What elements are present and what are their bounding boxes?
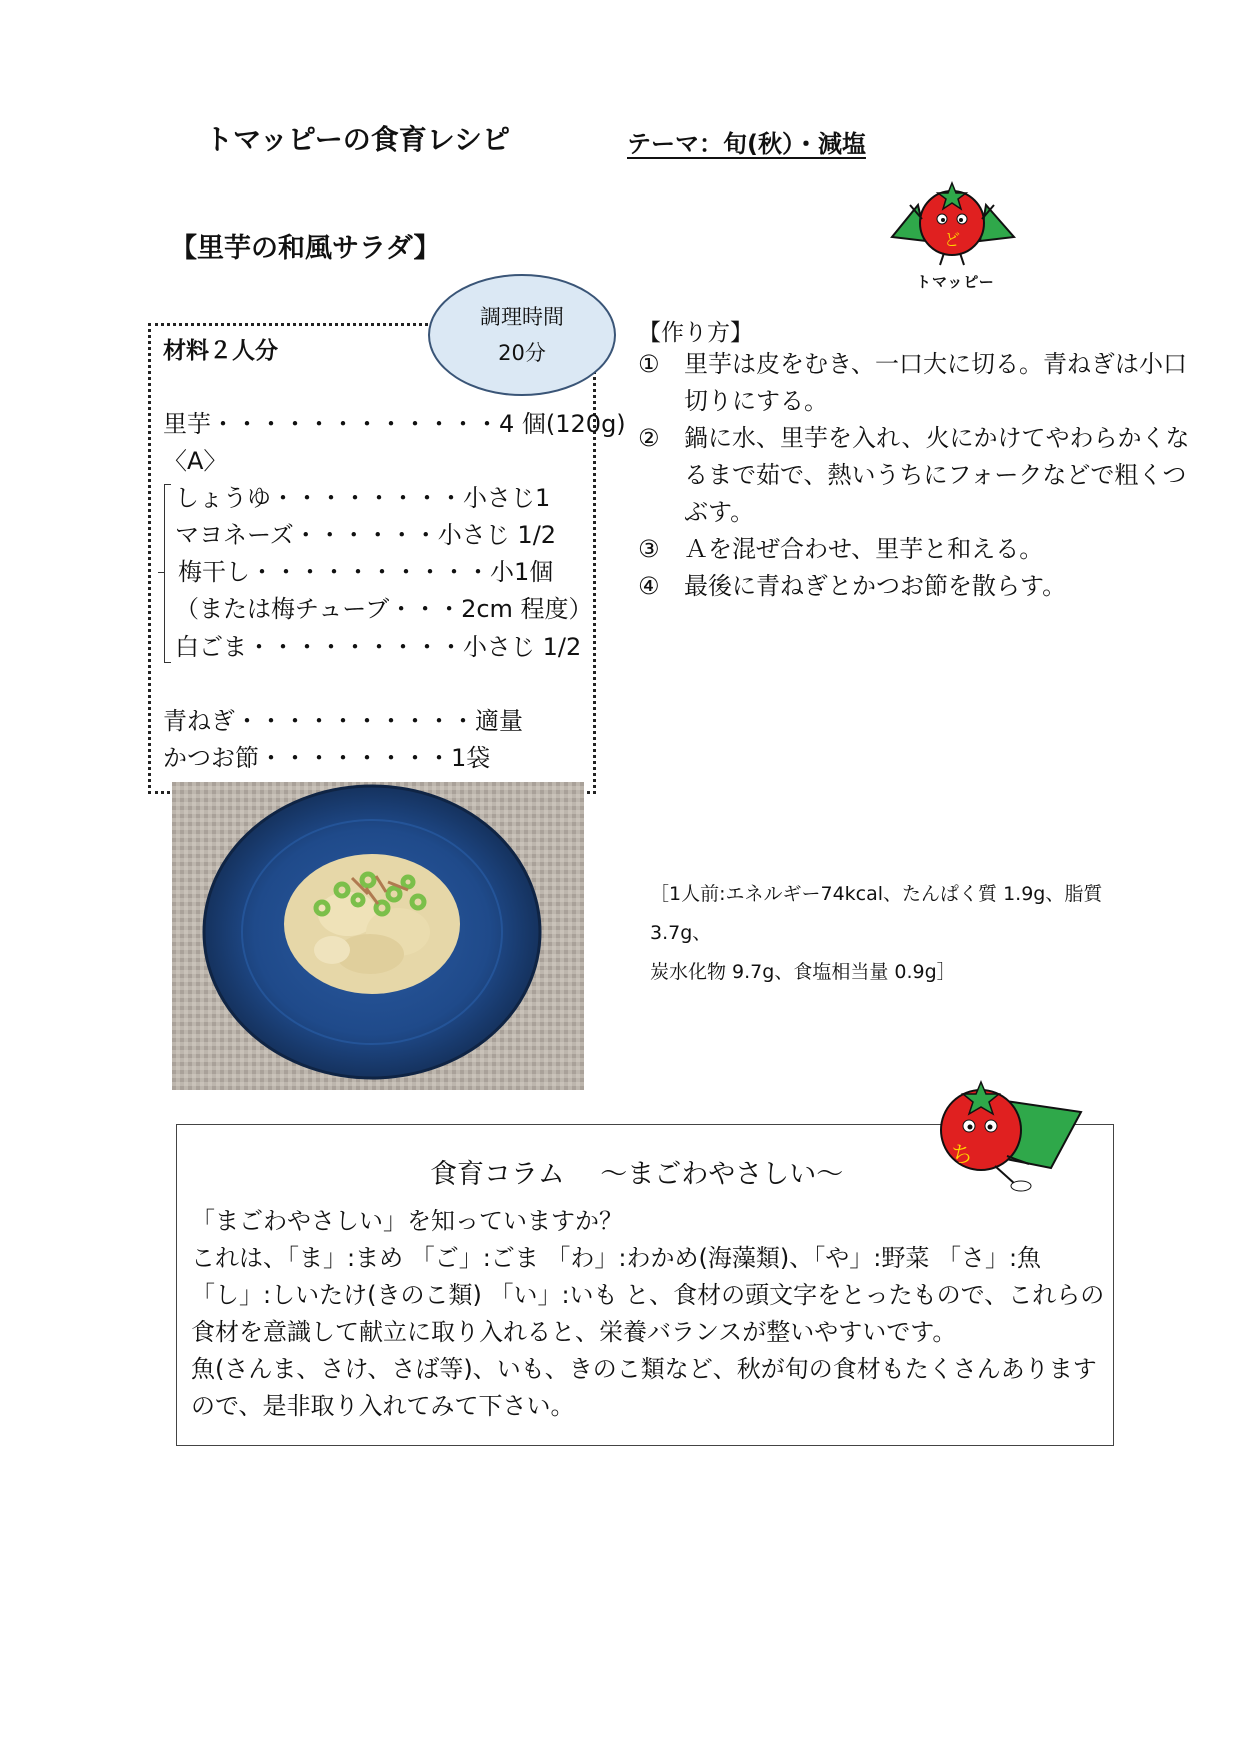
tomappy-flying-mascot bbox=[925, 1072, 1085, 1202]
method-title: 【作り方】 bbox=[638, 320, 753, 346]
page-title: トマッピーの食育レシピ bbox=[205, 123, 511, 156]
theme-label: テーマ：旬(秋）・減塩 bbox=[627, 130, 866, 158]
recipe-title: 【里芋の和風サラダ】 bbox=[170, 233, 441, 264]
ingredient-line: マヨネーズ・・・・・・小さじ 1/2 bbox=[175, 521, 557, 549]
step-number: ① bbox=[638, 350, 660, 378]
tomappy-logo bbox=[888, 175, 1018, 297]
step-text: 里芋は皮をむき、一口大に切る。青ねぎは小口切りにする。 bbox=[684, 350, 1188, 415]
nutrition-line: ［1人前:エネルギー74kcal、たんぱく質 1.9g、脂質 3.7g、 bbox=[650, 883, 1103, 944]
method-step bbox=[638, 346, 1194, 420]
cook-time-oval bbox=[428, 274, 616, 396]
column-title: 食育コラム ～まごわやさしい～ bbox=[430, 1159, 844, 1190]
group-bracket-tick bbox=[158, 572, 164, 573]
nutrition-line: 炭水化物 9.7g、食塩相当量 0.9g］ bbox=[650, 961, 956, 983]
ingredient-group-label: 〈A〉 bbox=[163, 447, 228, 475]
cook-time-label: 調理時間 bbox=[480, 305, 564, 329]
ingredient-line: かつお節・・・・・・・・1袋 bbox=[163, 744, 491, 772]
step-text: 最後に青ねぎとかつお節を散らす。 bbox=[684, 572, 1067, 600]
method-step bbox=[638, 420, 1194, 531]
step-number: ② bbox=[638, 424, 660, 452]
step-number: ③ bbox=[638, 535, 660, 563]
ingredient-line: 青ねぎ・・・・・・・・・・適量 bbox=[163, 707, 523, 735]
logo-text: トマッピー bbox=[916, 273, 995, 291]
ingredient-line: 白ごま・・・・・・・・・小さじ 1/2 bbox=[175, 633, 582, 661]
method-step bbox=[638, 531, 1194, 568]
svg-text:ど: ど bbox=[943, 230, 961, 249]
nutrition-info bbox=[650, 875, 1150, 992]
column-paragraph: 魚(さんま、さけ、さば等)、いも、きのこ類など、秋が旬の食材もたくさんありますので、是非取り入れてみて下さい。 bbox=[191, 1355, 1097, 1420]
column-paragraph: 「まごわやさしい」を知っていますか？ bbox=[191, 1207, 623, 1235]
step-text: Ａを混ぜ合わせ、里芋と和える。 bbox=[684, 535, 1044, 563]
column-paragraph: これは、「ま」:まめ 「ご」:ごま 「わ」:わかめ(海藻類)、「や」:野菜 「さ」:魚 「し」:しいたけ(きのこ類) 「い」:いも と、食材の頭文字をとったもので、これらの食材を意識して献立に取り入れると、栄養バランスが整いやすいです。 bbox=[191, 1244, 1105, 1346]
step-number: ④ bbox=[638, 572, 660, 600]
ingredient-line: （または梅チューブ・・・2cm 程度） bbox=[175, 595, 593, 623]
mascot-mark: ち bbox=[951, 1143, 974, 1168]
method-step bbox=[638, 568, 1194, 605]
dish-photo bbox=[172, 782, 584, 1090]
servings-label: 材料２人分 bbox=[163, 338, 278, 364]
cook-time-value: 20分 bbox=[498, 341, 546, 365]
step-text: 鍋に水、里芋を入れ、火にかけてやわらかくなるまで茹で、熱いうちにフォークなどで粗くつぶす。 bbox=[684, 424, 1190, 526]
group-bracket bbox=[164, 484, 171, 663]
ingredient-line: 梅干し・・・・・・・・・・小1個 bbox=[178, 558, 554, 586]
column-body bbox=[191, 1203, 1106, 1425]
ingredient-line: 里芋・・・・・・・・・・・・4 個(120g) bbox=[163, 410, 626, 438]
ingredient-line: しょうゆ・・・・・・・・小さじ1 bbox=[175, 484, 551, 512]
